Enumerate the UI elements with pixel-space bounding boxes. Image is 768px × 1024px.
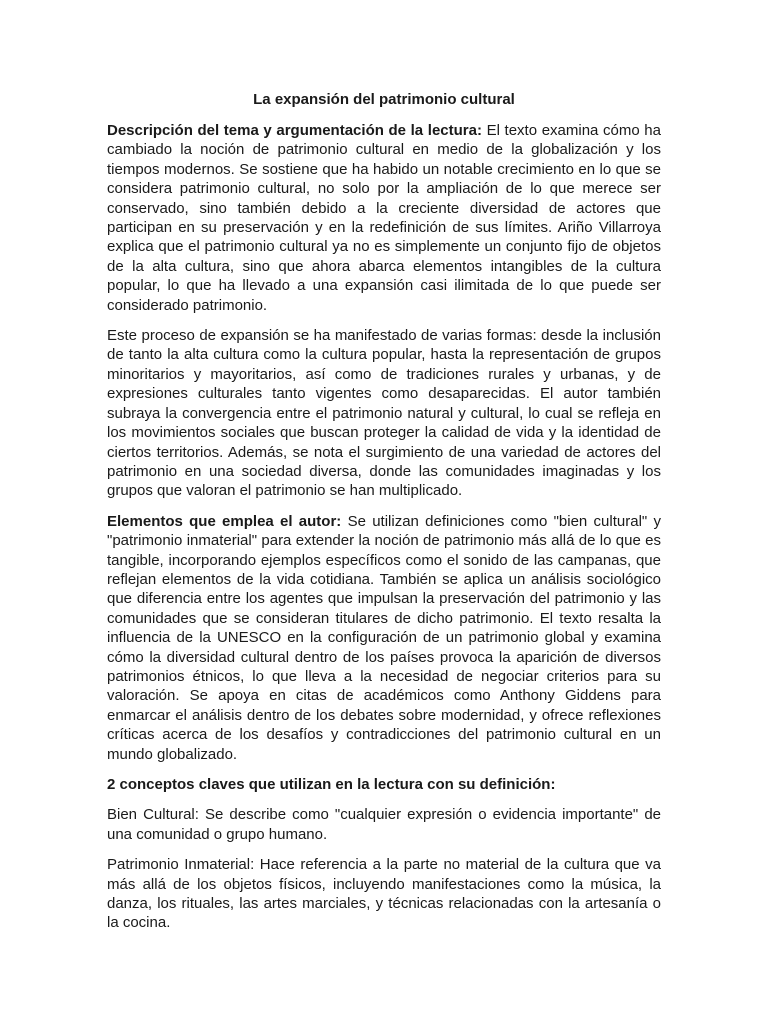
paragraph-elements [107,512,661,764]
elements-text: Se utilizan definiciones como "bien cultural" y "patrimonio inmaterial" para extender la noción de patrimonio más allá de lo que es tangible, incorporando ejemplos específicos como el sonido de las campanas, que reflejan elementos de la vida cotidiana. También se aplica un análisis sociológico que diferencia entre los agentes que impulsan la preservación del patrimonio y las comunidades que se consideran titulares de dicho patrimonio. El texto resalta la influencia de la UNESCO en la configuración de un patrimonio global y examina cómo la diversidad cultural dentro de los países provoca la aparición de diversos patrimonios étnicos, lo que lleva a la necesidad de negociar criterios para su valoración. Se apoya en citas de académicos como Anthony Giddens para enmarcar el análisis dentro de los debates sobre modernidad, y ofrece reflexiones críticas acerca de los desafíos y contradicciones del patrimonio cultural en un mundo globalizado. [107,512,661,763]
description-text: El texto examina cómo ha cambiado la noción de patrimonio cultural en medio de la globalización y los tiempos modernos. Se sostiene que ha habido un notable crecimiento en lo que se considera patrimonio cultural, no solo por la ampliación de lo que merece ser conservado, sino también debido a la creciente diversidad de actores que participan en su preservación y en la redefinición de sus límites. Ariño Villarroya explica que el patrimonio cultural ya no es simplemente un conjunto fijo de objetos de la alta cultura, sino que ahora abarca elementos intangibles de la cultura popular, lo que ha llevado a una expansión casi ilimitada de lo que puede ser considerado patrimonio. [107,122,661,314]
concepts-heading: 2 conceptos claves que utilizan en la lectura con su definición: [107,776,556,793]
paragraph-expansion: Este proceso de expansión se ha manifestado de varias formas: desde la inclusión de tanto la alta cultura como la cultura popular, hasta la representación de grupos minoritarios y mayoritarios, así como de tradiciones rurales y urbanas, y de expresiones culturales tanto vigentes como desaparecidas. El autor también subraya la convergencia entre el patrimonio natural y cultural, lo cual se refleja en los movimientos sociales que buscan proteger la calidad de vida y la identidad de ciertos territorios. Además, se nota el surgimiento de una variedad de actores del patrimonio en una sociedad diversa, donde las comunidades imaginadas y los grupos que valoran el patrimonio se han multiplicado. [107,327,661,500]
document-title: La expansión del patrimonio cultural [253,91,515,108]
paragraph-description [107,121,661,315]
concept-bien-cultural: Bien Cultural: Se describe como "cualquier expresión o evidencia importante" de una comunidad o grupo humano. [107,806,661,843]
document-page [107,90,661,944]
elements-label: Elementos que emplea el autor: [107,512,342,530]
description-label: Descripción del tema y argumentación de la lectura: [107,122,482,139]
concept-patrimonio-inmaterial: Patrimonio Inmaterial: Hace referencia a la parte no material de la cultura que va más allá de los objetos físicos, incluyendo manifestaciones como la música, la danza, los rituales, las artes marciales, y técnicas relacionadas con la artesanía o la cocina. [107,856,661,932]
